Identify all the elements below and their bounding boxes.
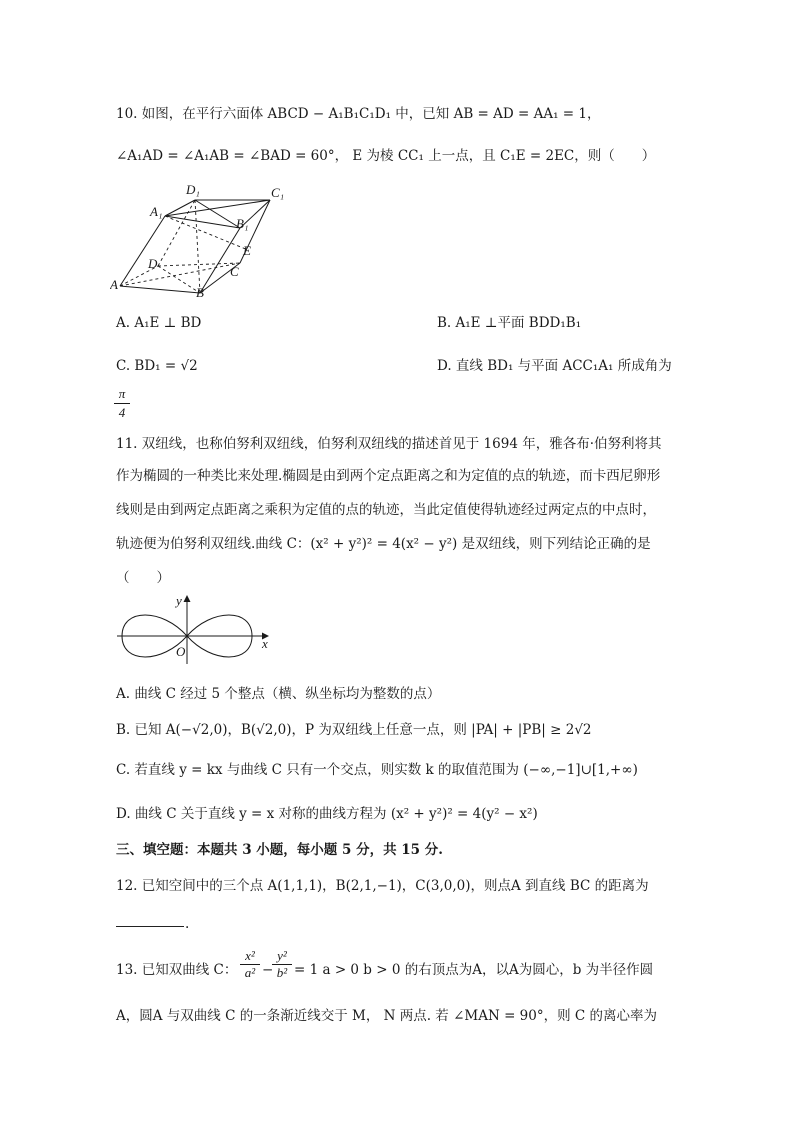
fraction-denominator: 4 [118, 405, 126, 420]
label-A: A [110, 277, 118, 292]
fraction-numerator: y² [277, 948, 287, 963]
label-C: C [230, 264, 239, 279]
q11-stem-answer-bracket: （ ） [116, 570, 170, 586]
q10-option-c: C. BD₁ = √2 [116, 358, 198, 374]
q13-stem-line2: A，圆A 与双曲线 C 的一条渐近线交于 M， N 两点. 若 ∠MAN = 90°，则 C 的离心率为 [116, 1008, 658, 1024]
label-B: B [196, 285, 204, 300]
q13-fraction-y [272, 948, 292, 981]
q12-answer-blank [116, 926, 184, 927]
label-E: E [243, 243, 251, 258]
fraction-denominator: a² [244, 965, 256, 980]
q11-option-a: A. 曲线 C 经过 5 个整点（横、纵坐标均为整数的点） [116, 686, 441, 702]
fraction-numerator: x² [245, 948, 255, 963]
label-D: D [148, 256, 158, 271]
q10-option-d: D. 直线 BD₁ 与平面 ACC₁A₁ 所成角为 [437, 358, 672, 374]
axis-label-x: x [262, 636, 268, 651]
fraction-denominator: b² [276, 965, 288, 980]
q11-option-d: D. 曲线 C 关于直线 y = x 对称的曲线方程为 (x² + y²)² = 4(y² − x²) [116, 806, 538, 822]
label-C1: C₁ [271, 185, 285, 200]
label-D1: D₁ [186, 182, 200, 197]
label-A1: A₁ [150, 204, 163, 219]
q11-option-b: B. 已知 A(−√2,0)，B(√2,0)，P 为双纽线上任意一点，则 |PA| + |PB| ≥ 2√2 [116, 722, 592, 738]
q13-stem-line1-rest: = 1 a > 0 b > 0 的右顶点为A，以A为圆心，b 为半径作圆 [294, 962, 654, 978]
q10-option-a: A. A₁E ⊥ BD [116, 315, 202, 331]
q10-option-b: B. A₁E ⊥平面 BDD₁B₁ [437, 315, 582, 331]
q12-stem: 12. 已知空间中的三个点 A(1,1,1)，B(2,1,−1)，C(3,0,0)，则点A 到直线 BC 的距离为 [116, 878, 649, 894]
lemniscate-figure [112, 590, 282, 668]
q11-stem-line4: 轨迹便为伯努利双纽线.曲线 C：(x² + y²)² = 4(x² − y²) 是双纽线，则下列结论正确的是 [116, 536, 651, 552]
q13-prefix: 13. 已知双曲线 C： [116, 962, 238, 978]
q13-fraction-x [240, 948, 260, 981]
q12-period: . [185, 916, 190, 932]
axis-label-y: y [176, 593, 182, 608]
q11-stem-line2: 作为椭圆的一种类比来处理.椭圆是由到两个定点距离之和为定值的点的轨迹，而卡西尼卵形 [116, 468, 661, 484]
fraction-numerator: π [118, 386, 126, 401]
label-B1: B₁ [236, 216, 249, 231]
q11-stem-line3: 线则是由到两定点距离之乘积为定值的点的轨迹，当此定值使得轨迹经过两定点的中点时， [116, 502, 656, 518]
q10-stem-line1: 10. 如图，在平行六面体 ABCD − A₁B₁C₁D₁ 中，已知 AB = AD = AA₁ = 1， [116, 106, 601, 122]
q10-stem-line2: ∠A₁AD = ∠A₁AB = ∠BAD = 60°， E 为棱 CC₁ 上一点，且 C₁E = 2EC，则（ ） [116, 148, 656, 164]
q11-stem-line1: 11. 双纽线，也称伯努利双纽线，伯努利双纽线的描述首见于 1694 年，雅各布·伯努利将其 [116, 436, 662, 452]
q13-minus: − [262, 962, 274, 978]
section-heading-fill-in: 三、填空题：本题共 3 小题，每小题 5 分，共 15 分. [116, 842, 443, 858]
q11-option-c: C. 若直线 y = kx 与曲线 C 只有一个交点，则实数 k 的取值范围为 (−∞,−1]∪[1,+∞) [116, 762, 638, 778]
q10-option-d-fraction [114, 386, 130, 421]
origin-label: O [176, 644, 186, 659]
parallelepiped-figure [110, 178, 290, 300]
